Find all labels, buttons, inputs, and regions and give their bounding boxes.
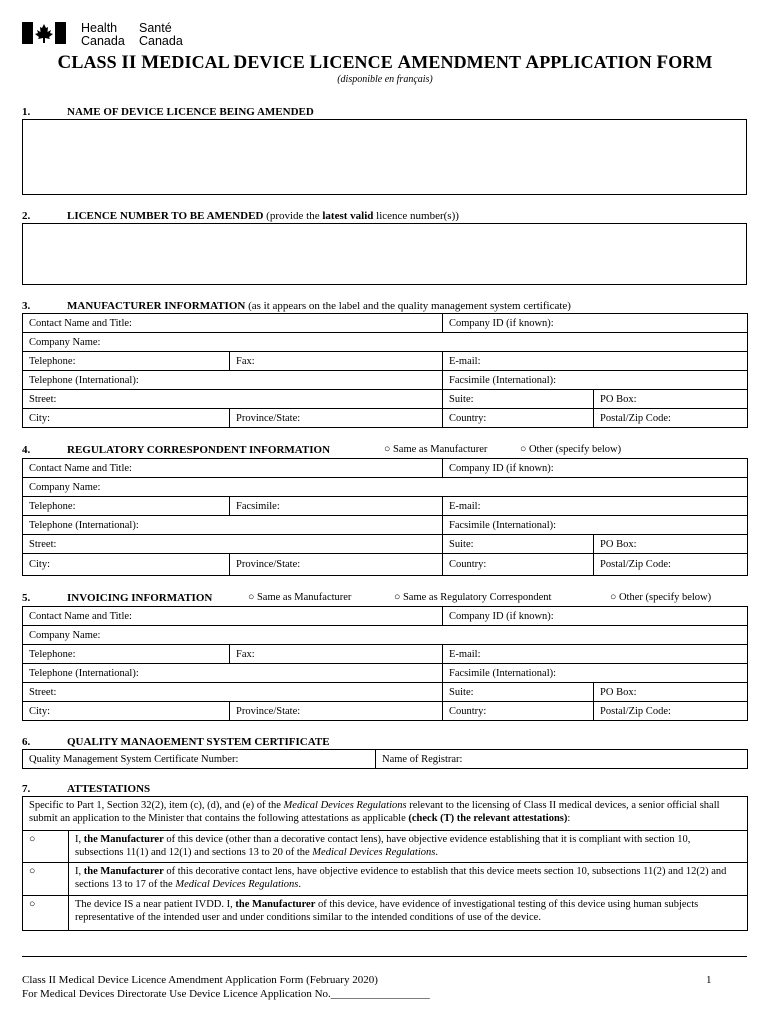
canada-flag-logo [22,22,66,44]
contact-name-field[interactable]: Contact Name and Title: [23,459,443,478]
invoicing-info-grid [22,606,748,721]
postal-code-field[interactable]: Postal/Zip Code: [594,409,748,428]
attestation-2-text: I, the Manufacturer of this decorative contact lens, have objective evidence to establish that this device meets section 10, subsections 11(2) and 12(2) and sections 13 to 17 of the Medical Devices Regulations. [69,863,748,896]
po-box-field[interactable]: PO Box: [594,390,748,409]
qms-certificate-grid [22,749,748,769]
attestations-table [22,796,748,931]
telephone-intl-field[interactable]: Telephone (International): [23,516,443,535]
company-name-field[interactable]: Company Name: [23,333,748,352]
facsimile-intl-field[interactable]: Facsimile (International): [443,664,748,683]
email-field[interactable]: E-mail: [443,352,748,371]
telephone-field[interactable]: Telephone: [23,352,230,371]
postal-code-field[interactable]: Postal/Zip Code: [594,554,748,576]
facsimile-intl-field[interactable]: Facsimile (International): [443,371,748,390]
form-subtitle: (disponible en français) [337,74,433,85]
contact-name-field[interactable]: Contact Name and Title: [23,314,443,333]
email-field[interactable]: E-mail: [443,497,748,516]
suite-field[interactable]: Suite: [443,535,594,554]
country-field[interactable]: Country: [443,702,594,721]
street-field[interactable]: Street: [23,683,443,702]
manufacturer-info-grid [22,313,748,428]
telephone-intl-field[interactable]: Telephone (International): [23,664,443,683]
section-7-heading: 7. ATTESTATIONS [22,783,151,795]
regulatory-correspondent-grid [22,458,748,576]
registrar-name-field[interactable]: Name of Registrar: [376,750,748,769]
country-field[interactable]: Country: [443,554,594,576]
dept-name-en: Health Canada [81,21,125,48]
fax-field[interactable]: Fax: [230,645,443,664]
attestation-3-text: The device IS a near patient IVDD. I, the Manufacturer of this device, have evidence of investigational testing of this device using human subjects representative of the intended user and under conditions similar to the intended conditions of use of the device. [69,896,748,931]
company-name-field[interactable]: Company Name: [23,626,748,645]
section-1-heading: 1. NAME OF DEVICE LICENCE BEING AMENDED [22,106,314,118]
attestation-2-radio[interactable]: ○ [23,863,69,896]
radio-same-as-manufacturer[interactable]: ○ Same as Manufacturer [248,592,352,603]
attestation-3-radio[interactable]: ○ [23,896,69,931]
company-id-field[interactable]: Company ID (if known): [443,607,748,626]
section-4-heading: 4. REGULATORY CORRESPONDENT INFORMATION [22,444,331,456]
footer-form-info: Class II Medical Device Licence Amendment Application Form (February 2020) For Medical Devices Directorate Use Device Licence Application No.__________________ [22,974,430,1000]
facsimile-field[interactable]: Facsimile: [230,497,443,516]
po-box-field[interactable]: PO Box: [594,683,748,702]
city-field[interactable]: City: [23,409,230,428]
street-field[interactable]: Street: [23,390,443,409]
postal-code-field[interactable]: Postal/Zip Code: [594,702,748,721]
form-title: CLASS II MEDICAL DEVICE LICENCE AMENDMENT APPLICATION FORM [57,52,713,73]
po-box-field[interactable]: PO Box: [594,535,748,554]
section-3-heading: 3. MANUFACTURER INFORMATION (as it appears on the label and the quality management system certificate) [22,300,571,312]
telephone-field[interactable]: Telephone: [23,497,230,516]
licence-number-field[interactable] [22,223,747,285]
section-2-heading: 2. LICENCE NUMBER TO BE AMENDED (provide the latest valid licence number(s)) [22,210,459,222]
email-field[interactable]: E-mail: [443,645,748,664]
suite-field[interactable]: Suite: [443,683,594,702]
facsimile-intl-field[interactable]: Facsimile (International): [443,516,748,535]
contact-name-field[interactable]: Contact Name and Title: [23,607,443,626]
attestation-1-text: I, the Manufacturer of this device (other than a decorative contact lens), have objective evidence establishing that it is compliant with section 10, subsections 11(1) and 12(1) and sections 13 to 20 of the Medical Devices Regulations. [69,831,748,863]
qms-certificate-number-field[interactable]: Quality Management System Certificate Number: [23,750,376,769]
city-field[interactable]: City: [23,702,230,721]
radio-same-as-manufacturer[interactable]: ○ Same as Manufacturer [384,444,488,455]
device-licence-name-field[interactable] [22,119,747,195]
radio-other-specify[interactable]: ○ Other (specify below) [610,592,712,603]
province-field[interactable]: Province/State: [230,554,443,576]
country-field[interactable]: Country: [443,409,594,428]
suite-field[interactable]: Suite: [443,390,594,409]
province-field[interactable]: Province/State: [230,702,443,721]
company-id-field[interactable]: Company ID (if known): [443,314,748,333]
attestations-intro: Specific to Part 1, Section 32(2), item (c), (d), and (e) of the Medical Devices Regulations relevant to the licensing of Class II medical devices, a senior official shall submit an application to the Minister that contains the following attestations as applicable (check (T) the relevant attestations): [23,797,748,831]
radio-same-as-regulatory-correspondent[interactable]: ○ Same as Regulatory Correspondent [394,592,552,603]
page-number: 1 [706,974,712,986]
section-6-heading: 6. QUALITY MANAOEMENT SYSTEM CERTIFICATE [22,736,330,748]
telephone-field[interactable]: Telephone: [23,645,230,664]
telephone-intl-field[interactable]: Telephone (International): [23,371,443,390]
company-name-field[interactable]: Company Name: [23,478,748,497]
footer-divider [22,956,747,957]
maple-leaf-icon [22,22,66,44]
fax-field[interactable]: Fax: [230,352,443,371]
province-field[interactable]: Province/State: [230,409,443,428]
attestation-1-radio[interactable]: ○ [23,831,69,863]
city-field[interactable]: City: [23,554,230,576]
section-5-heading: 5. INVOICING INFORMATION [22,592,213,604]
company-id-field[interactable]: Company ID (if known): [443,459,748,478]
radio-other-specify[interactable]: ○ Other (specify below) [520,444,622,455]
dept-name-fr: Santé Canada [139,21,183,48]
street-field[interactable]: Street: [23,535,443,554]
